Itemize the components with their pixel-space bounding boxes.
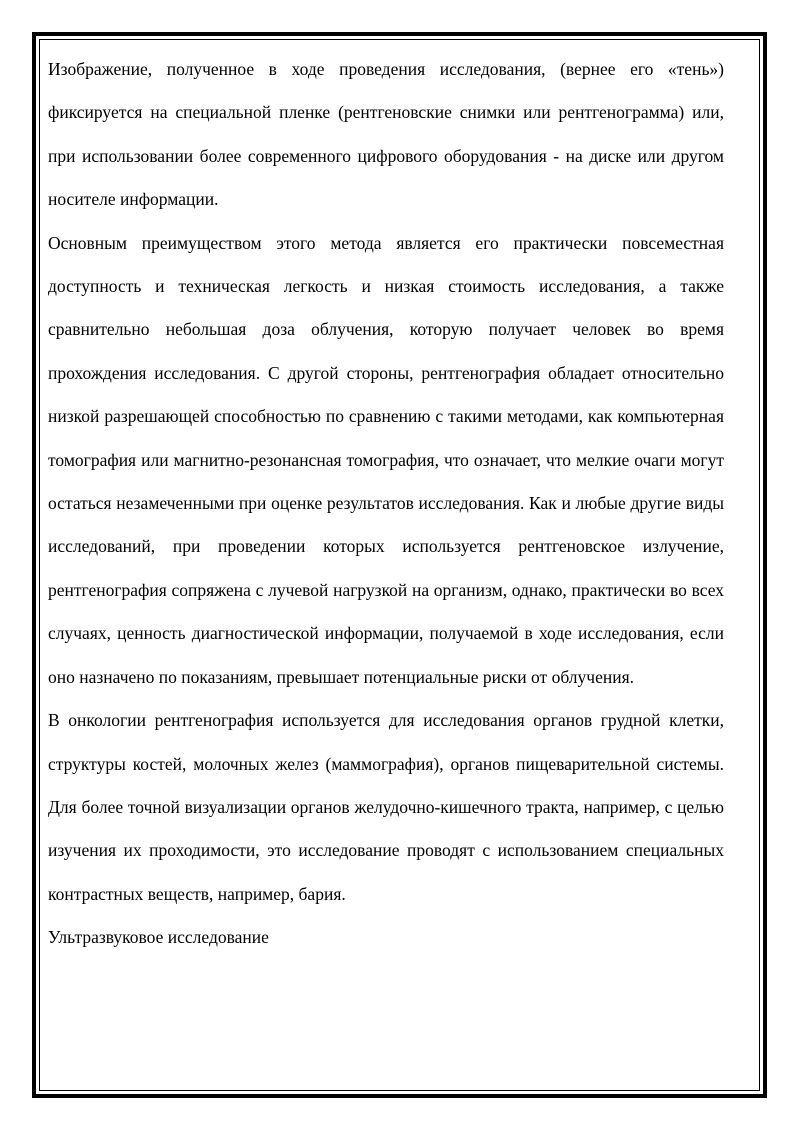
section-heading-ultrasound: Ультразвуковое исследование [48,927,269,948]
paragraph-image-capture: Изображение, полученное в ходе проведения исследования, (вернее его «тень») фиксируется на специальной пленке (рентгеновские снимки или рентгенограмма) или, при использовании более современного цифрового оборудования - на диске или другом носителе информации. [48,59,724,210]
document-body [48,48,724,960]
paragraph-method-advantages: Основным преимуществом этого метода является его практически повсеместная доступность и техническая легкость и низкая стоимость исследования, а также сравнительно небольшая доза облучения, которую получает человек во время прохождения исследования. С другой стороны, рентгенография обладает относительно низкой разрешающей способностью по сравнению с такими методами, как компьютерная томография или магнитно-резонансная томография, что означает, что мелкие очаги могут остаться незамеченными при оценке результатов исследования. Как и любые другие виды исследований, при проведении которых используется рентгеновское излучение, рентгенография сопряжена с лучевой нагрузкой на организм, однако, практически во всех случаях, ценность диагностической информации, получаемой в ходе исследования, если оно назначено по показаниям, превышает потенциальные риски от облучения. [48,232,724,687]
paragraph-oncology-usage: В онкологии рентгенография используется для исследования органов грудной клетки, структуры костей, молочных желез (маммография), органов пищеварительной системы. Для более точной визуализации органов желудочно-кишечного тракта, например, с целью изучения их проходимости, это исследование проводят с использованием специальных контрастных веществ, например, бария. [48,710,724,904]
